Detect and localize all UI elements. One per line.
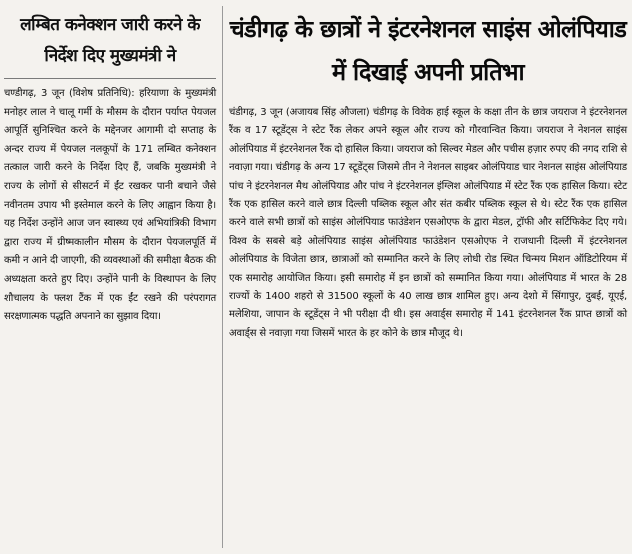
right-article-body: चंडीगढ़, 3 जून (अजायब सिंह औजला) चंडीगढ़ के विवेक हाई स्कूल के कक्षा तीन के छात्र जयराज ने इंटरनेशनल रैंक व 17 स्टूडेंट्स ने स्टेट रैंक लेकर अपने स्कूल और राज्य को गौरवान्वित किया। जयराज ने नेशनल साइंस ओलंपियाड में इंटरनेशनल रैंक दो हासिल किया। जयराज को सिल्वर मेडल और पचीस हज़ार रुपए की नगद राशि से नवाज़ा गया। चंडीगढ़ के अन्य 17 स्टूडेंट्स जिसमे तीन ने नेशनल साइबर ओलंपियाड चार नेशनल साइंस ओलंपियाड पांच ने इंटरनेशनल मैथ ओलंपियाड और पांच ने इंटरनेशनल इंग्लिश ओलंपियाड में स्टेट रैंक एक हासिल किया। स्टेट रैंक एक हासिल करने वाले छात्र दिल्ली पब्लिक स्कूल और संत कबीर पब्लिक स्कूल से थे। स्टेट रैंक एक हासिल करने वाले सभी छात्रों को साइंस ओलंपियाड फाउंडेशन एसओएफ के द्वारा मेडल, ट्रॉफी और सर्टिफिकेट दिए गये। विश्व के सबसे बड़े ओलंपियाड साइंस ओलंपियाड फाउंडेशन एसओएफ ने राजधानी दिल्ली में इंटरनेशनल ओलंपियाड के विजेता छात्र, छात्राओं को सम्मानित करने के लिए लोधी रोड स्थित चिन्मय मिशन ऑडिटोरियम में एक समारोह आयोजित किया। इसी समारोह में इन छात्रों को सम्मानित किया गया। ओलंपियाड में भारत के 28 राज्यों के 1400 शहरो से 31500 स्कूलों के 40 लाख छात्र शामिल हुए। अन्य देशो में सिंगापुर, दुबई, यूएई, मलेशिया, जापान के स्टूडेंट्स ने भी परीक्षा दी थी। इस अवार्ड्स समारोह में 141 इंटरनेशनल रैंक प्राप्त छात्रों को अवार्ड्स से नवाज़ा गया जिसमें भारत के हर कोने के छात्र मौजूद थे।: [229, 107, 627, 339]
left-article: [4, 10, 216, 327]
left-headline-rule: [4, 78, 216, 79]
column-divider: [222, 6, 223, 548]
right-article-headline: चंडीगढ़ के छात्रों ने इंटरनेशनल साइंस ओलंपियाड में दिखाई अपनी प्रतिभा: [229, 15, 627, 86]
left-article-body: चण्डीगढ़, 3 जून (विशेष प्रतिनिधि): हरियाणा के मुख्यमंत्री मनोहर लाल ने चालू गर्मी के मौसम के दौरान पर्याप्त पेयजल आपूर्ति सुनिश्चित करने के मद्देनजर आगामी दो सप्ताह के अन्दर राज्य में पेयजल नलकूपों के 171 लम्बित कनेक्शन तत्काल जारी करने के निर्देश दिए हैं, जबकि मुख्यमंत्री ने राज्य के लोगों से सीसटर्न में ईंट रखकर पानी बचाने जैसे नवीनतम उपाय भी इस्तेमाल करने के लिए आह्वान किया है। यह निर्देश उन्होंने आज जन स्वास्थ्य एवं अभियांत्रिकी विभाग द्वारा राज्य में ग्रीष्मकालीन मौसम के दौरान पेयजलपूर्ति में कमी न आने दी जाएगी, की व्यवस्थाओं की समीक्षा बैठक की अध्यक्षता करते हुए दिए। उन्होंने पानी के विस्थापन के लिए शौचालय के फ्लश टैंक में एक ईंट रखने की परंपरागत सरक्षणात्मक पद्धति अपनाने का सुझाव दिया।: [4, 88, 216, 323]
left-article-headline: लम्बित कनेक्शन जारी करने के निर्देश दिए मुख्यमंत्री ने: [20, 15, 200, 66]
right-article: [229, 8, 627, 343]
